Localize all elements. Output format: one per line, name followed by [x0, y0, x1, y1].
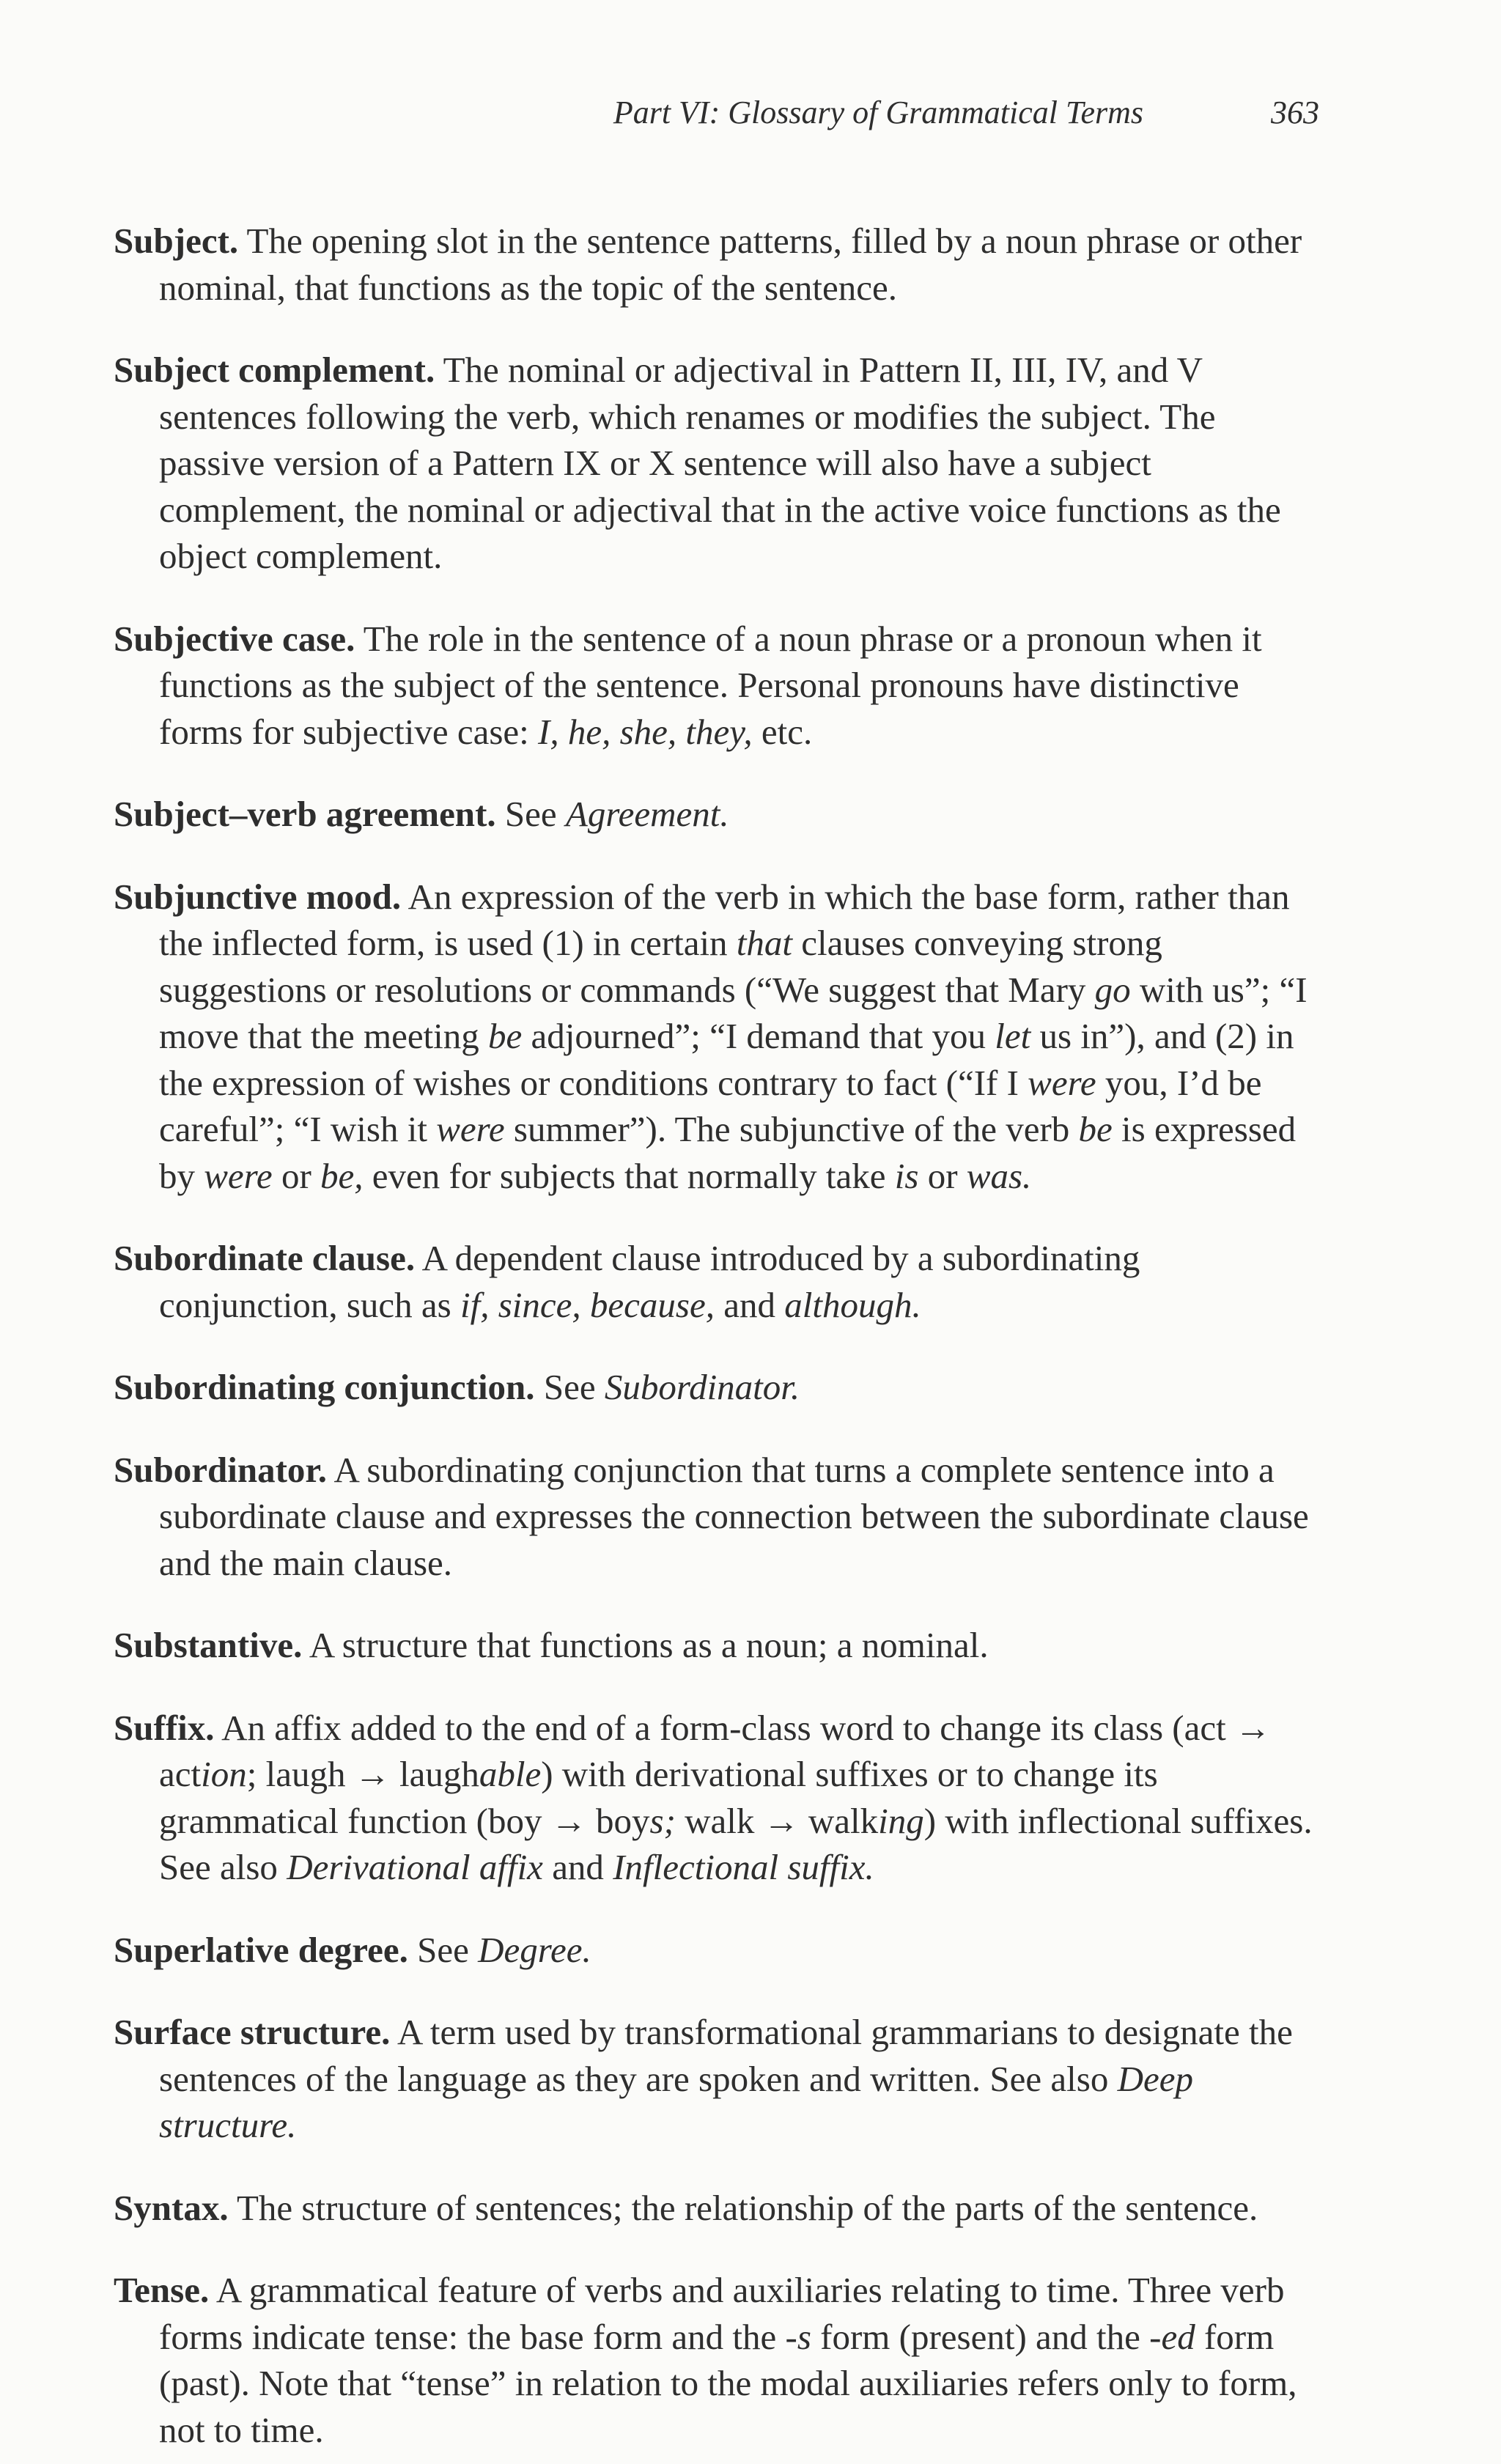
- entry-definition: A structure that functions as a noun; a nominal.: [309, 1625, 989, 1665]
- entry-definition-text: ; laugh → laugh: [246, 1754, 479, 1794]
- entry-definition: [159, 2270, 1297, 2450]
- entry-definition-italic: ing: [878, 1800, 924, 1841]
- entry-definition-italic: s;: [649, 1800, 676, 1841]
- running-header: [110, 94, 1319, 138]
- entry-definition-text: even for subjects that normally take: [363, 1155, 895, 1196]
- glossary-entry-surface-structure: [114, 2009, 1319, 2149]
- entry-definition-text: with us”; “I move that the meeting: [159, 969, 1308, 1056]
- entry-definition: The opening slot in the sentence patterns, filled by a noun phrase or other nominal, that functions as the topic of the sentence.: [159, 221, 1302, 308]
- entry-definition-text: An expression of the verb in which the base form, rather than the inflected form, is used (1) in certain: [159, 876, 1290, 963]
- entry-definition: A subordinating conjunction that turns a complete sentence into a subordinate clause and expresses the connection between the subordinate clause and the main clause.: [159, 1449, 1309, 1583]
- entry-definition-text: or: [272, 1155, 321, 1196]
- entry-definition-italic: be,: [320, 1155, 364, 1196]
- entry-definition-text: us in”), and (2) in the expression of wishes or conditions contrary to fact (“If I: [159, 1016, 1294, 1103]
- entry-definition-italic: Inflectional suffix.: [613, 1847, 874, 1887]
- entry-definition-italic: I, he, she, they,: [538, 711, 753, 752]
- cross-reference: Degree.: [478, 1929, 591, 1970]
- entry-definition: The structure of sentences; the relationship of the parts of the sentence.: [236, 2187, 1258, 2228]
- entry-definition-italic: -ed: [1149, 2316, 1195, 2357]
- entry-definition-italic: if, since, because,: [460, 1284, 715, 1325]
- entry-definition-text: walk → walk: [675, 1800, 879, 1841]
- glossary-entry-subjective-case: [114, 616, 1319, 756]
- entry-definition-text: ) with inflectional suffixes. See also: [159, 1800, 1313, 1887]
- entry-definition-italic: go: [1094, 969, 1131, 1010]
- entry-term: Subject complement.: [114, 350, 435, 390]
- glossary-entry-subject-complement: [114, 347, 1319, 580]
- entry-definition-text: summer”). The subjunctive of the verb: [504, 1109, 1079, 1149]
- entry-term: Superlative degree.: [114, 1929, 408, 1970]
- entry-term: Subjunctive mood.: [114, 876, 402, 917]
- entry-definition: The role in the sentence of a noun phrase or a pronoun when it functions as the subject of the sentence. Personal pronouns have distinctive forms for subjective case:: [159, 618, 1262, 752]
- entry-definition: See: [417, 1929, 479, 1970]
- entry-definition-italic: ion: [201, 1754, 247, 1794]
- entry-definition-italic: were: [1028, 1062, 1096, 1103]
- entry-definition-text: An affix added to the end of a form-class word to change its class (act → act: [159, 1707, 1271, 1794]
- glossary-entry-tense: [114, 2267, 1319, 2453]
- cross-reference: Deep structure.: [159, 2058, 1193, 2145]
- entry-definition-italic: let: [995, 1016, 1031, 1056]
- entry-definition-italic: that: [736, 923, 793, 963]
- entry-term: Suffix.: [114, 1707, 215, 1748]
- entry-term: Subject.: [114, 221, 239, 261]
- entry-term: Tense.: [114, 2270, 210, 2310]
- entry-definition: See: [543, 1367, 605, 1407]
- entry-term: Substantive.: [114, 1625, 303, 1665]
- entry-definition-italic: Derivational affix: [287, 1847, 543, 1887]
- glossary-entry-subject-verb-agreement: [114, 791, 1319, 838]
- entry-definition-text: form (past). Note that “tense” in relation to the modal auxiliaries refers only to form, not to time.: [159, 2316, 1297, 2450]
- entry-definition-italic: were: [204, 1155, 273, 1196]
- entry-definition-text: clauses conveying strong suggestions or resolutions or commands (“We suggest that Mary: [159, 923, 1162, 1010]
- entry-term: Subordinating conjunction.: [114, 1367, 535, 1407]
- page-number: 363: [1271, 95, 1319, 130]
- glossary-entry-suffix: [114, 1705, 1319, 1891]
- entry-definition-italic: -s: [785, 2316, 811, 2357]
- entry-definition-italic: is: [894, 1155, 919, 1196]
- glossary-entry-subordinate-clause: [114, 1235, 1319, 1328]
- entry-definition-italic: was.: [966, 1155, 1032, 1196]
- glossary-entry-subject: [114, 218, 1319, 311]
- glossary-entries: [114, 182, 1319, 2464]
- entry-definition-text: or: [918, 1155, 967, 1196]
- entry-definition-italic: were: [436, 1109, 505, 1149]
- glossary-entry-substantive: [114, 1622, 1319, 1669]
- chapter-title: Part VI: Glossary of Grammatical Terms: [613, 95, 1143, 130]
- glossary-entry-syntax: [114, 2185, 1319, 2232]
- entry-definition-text: A grammatical feature of verbs and auxiliaries relating to time. Three verb forms indicate tense: the base form and the: [159, 2270, 1285, 2357]
- entry-term: Subjective case.: [114, 618, 355, 659]
- entry-term: Surface structure.: [114, 2012, 391, 2052]
- entry-definition-italic: although.: [784, 1284, 921, 1325]
- entry-definition: and: [714, 1284, 785, 1325]
- entry-definition-italic: able: [479, 1754, 542, 1794]
- entry-definition: A dependent clause introduced by a subordinating conjunction, such as: [159, 1238, 1140, 1325]
- entry-term: Subordinate clause.: [114, 1238, 416, 1278]
- entry-term: Subordinator.: [114, 1449, 327, 1490]
- cross-reference: Agreement.: [565, 794, 729, 834]
- entry-definition: etc.: [752, 711, 813, 752]
- entry-term: Subject–verb agreement.: [114, 794, 496, 834]
- entry-definition: A term used by transformational grammarians to designate the sentences of the language as they are spoken and written. See also: [159, 2012, 1293, 2099]
- entry-definition: [159, 877, 1308, 1196]
- entry-definition-text: adjourned”; “I demand that you: [522, 1016, 995, 1056]
- entry-definition: See: [504, 794, 566, 834]
- glossary-entry-subordinating-conjunction: [114, 1364, 1319, 1411]
- entry-definition: The nominal or adjectival in Pattern II, III, IV, and V sentences following the verb, which renames or modifies the subject. The passive version of a Pattern IX or X sentence will also have a subject complement, the nominal or adjectival that in the active voice functions as the object complement.: [159, 350, 1281, 576]
- entry-definition: [159, 1708, 1313, 1888]
- glossary-entry-superlative-degree: [114, 1927, 1319, 1974]
- entry-definition-text: you, I’d be careful”; “I wish it: [159, 1062, 1262, 1149]
- cross-reference: Subordinator.: [604, 1367, 800, 1407]
- entry-definition-text: ) with derivational suffixes or to change its grammatical function (boy → boy: [159, 1754, 1158, 1841]
- glossary-entry-subjunctive-mood: [114, 874, 1319, 1200]
- entry-definition-italic: be: [488, 1016, 523, 1056]
- entry-definition-text: form (present) and the: [811, 2316, 1150, 2357]
- entry-definition-text: is expressed by: [159, 1109, 1297, 1196]
- entry-definition-text: and: [542, 1847, 613, 1887]
- entry-definition-italic: be: [1078, 1109, 1113, 1149]
- entry-term: Syntax.: [114, 2187, 229, 2228]
- glossary-entry-subordinator: [114, 1447, 1319, 1587]
